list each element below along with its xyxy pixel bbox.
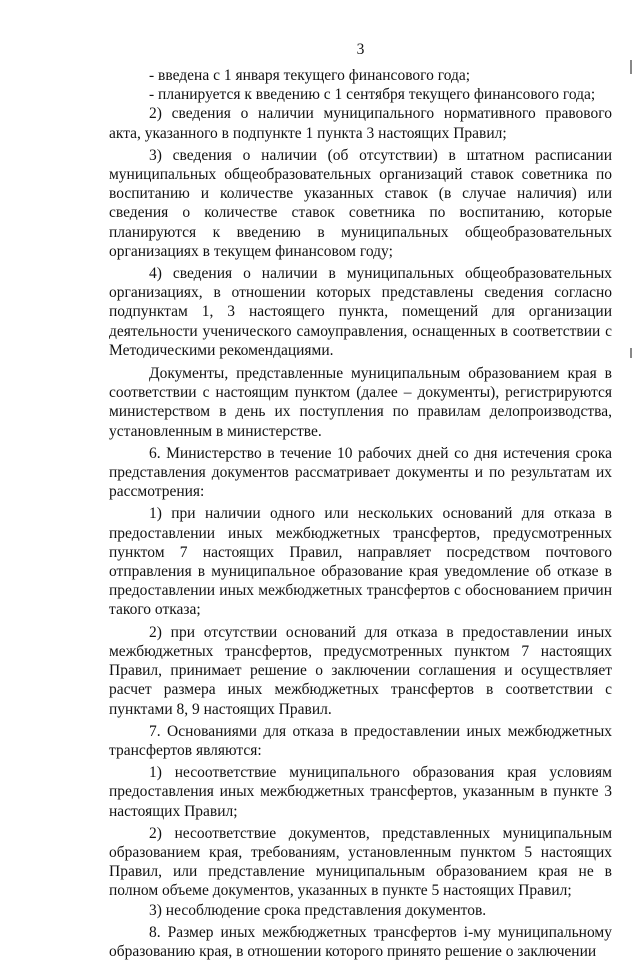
paragraph-clause-7-item-3: 3) несоблюдение срока представления документов. — [149, 901, 487, 919]
page-number: 3 — [356, 41, 365, 58]
paragraph-clause-8: 8. Размер иных межбюджетных трансфертов i-му муниципальному образованию края, в отношении которого принято решение о заключении — [109, 923, 612, 960]
paragraph-item-4: 4) сведения о наличии в муниципальных общеобразовательных организациях, в отношении которых представлены сведения согласно подпунктам 1, 3 настоящего пункта, помещений для организации деятельности ученического самоуправления, оснащенных в соответствии с Методическими рекомендациями. — [109, 265, 612, 359]
paragraph-item-3: 3) сведения о наличии (об отсутствии) в штатном расписании муниципальных общеобразовательных организаций ставок советника по воспитанию и количестве указанных ставок (в случае наличия) или сведения о количестве ставок советника по воспитанию, которые планируются к введению в муниципальных общеобразовательных организациях в текущем финансовом году; — [109, 146, 612, 260]
paragraph-clause-6: 6. Министерство в течение 10 рабочих дней со дня истечения срока представления документов рассматривает документы и по результатам их рассмотрения: — [109, 444, 612, 501]
paragraph-clause-7: 7. Основаниями для отказа в предоставлении иных межбюджетных трансфертов являются: — [109, 722, 612, 759]
paragraph-list-item-1: - введена с 1 января текущего финансового года; — [149, 67, 471, 84]
paragraph-clause-6-item-1: 1) при наличии одного или нескольких оснований для отказа в предоставлении иных межбюджетных трансфертов, предусмотренных пунктом 7 настоящих Правил, направляет посредством почтового отправления в муниципальное образование края уведомление об отказе в предоставлении иных межбюджетных трансфертов с обоснованием причин такого отказа; — [109, 505, 612, 619]
paragraph-clause-7-item-2: 2) несоответствие документов, представленных муниципальным образованием края, требованиям, установленным пунктом 5 настоящих Правил, или представление муниципальным образованием края не в полном объеме документов, указанных в пункте 5 настоящих Правил; — [109, 824, 612, 900]
scan-edge-mark — [630, 348, 632, 358]
paragraph-clause-7-item-1: 1) несоответствие муниципального образования края условиям предоставления иных межбюджетных трансфертов, указанным в пункте 3 настоящих Правил; — [109, 764, 612, 820]
paragraph-item-2: 2) сведения о наличии муниципального нормативного правового акта, указанного в подпункте 1 пункта 3 настоящих Правил; — [109, 105, 612, 142]
paragraph-documents-registration: Документы, представленные муниципальным образованием края в соответствии с настоящим пунктом (далее – документы), регистрируются министерством в день их поступления по правилам делопроизводства, установленным в министерстве. — [109, 365, 612, 440]
document-page — [109, 40, 612, 961]
scan-edge-mark — [630, 60, 632, 74]
paragraph-clause-6-item-2: 2) при отсутствии оснований для отказа в предоставлении иных межбюджетных трансфертов, предусмотренных пунктом 7 настоящих Правил, принимает решение о заключении соглашения и осуществляет расчет размера иных межбюджетных трансфертов в соответствии с пунктами 8, 9 настоящих Правил. — [109, 623, 612, 718]
paragraph-list-item-2: - планируется к введению с 1 сентября текущего финансового года; — [149, 86, 596, 104]
